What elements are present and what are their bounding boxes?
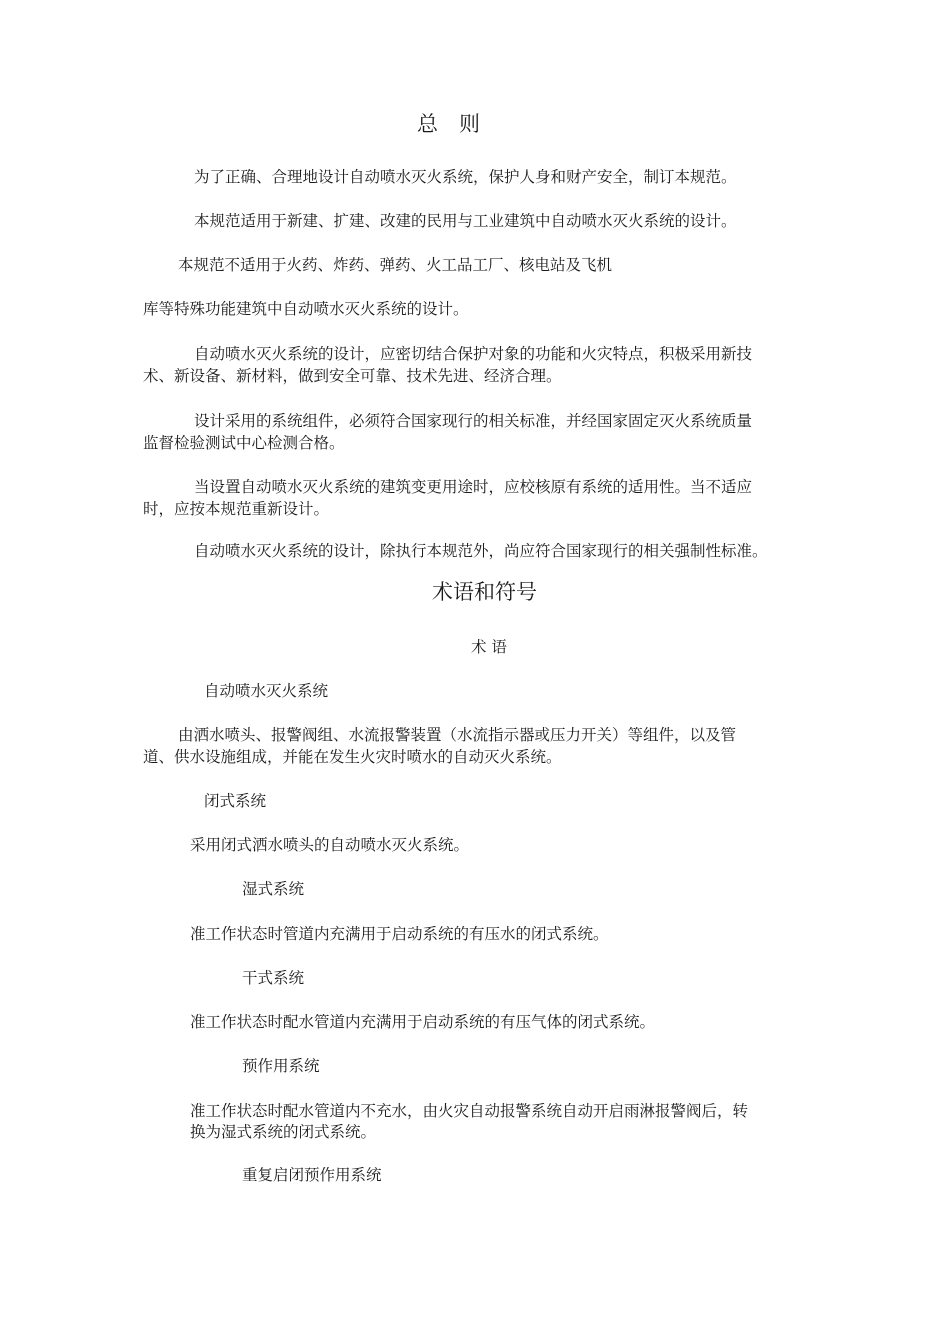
general-paragraph-4-line-2: 术、新设备、新材料，做到安全可靠、技术先进、经济合理。 — [143, 367, 562, 385]
term-name-4: 干式系统 — [242, 969, 305, 987]
general-paragraph-5-line-2: 监督检验测试中心检测合格。 — [143, 434, 345, 452]
term-name-3: 湿式系统 — [242, 880, 305, 898]
general-paragraph-2: 本规范适用于新建、扩建、改建的民用与工业建筑中自动喷水灭火系统的设计。 — [194, 212, 737, 230]
general-paragraph-7: 自动喷水灭火系统的设计，除执行本规范外，尚应符合国家现行的相关强制性标准。 — [194, 542, 768, 560]
term-definition-1-line-1: 由洒水喷头、报警阀组、水流报警装置（水流指示器或压力开关）等组件，以及管 — [178, 726, 737, 744]
general-paragraph-4-line-1: 自动喷水灭火系统的设计，应密切结合保护对象的功能和火灾特点，积极采用新技 — [194, 345, 753, 363]
term-name-5: 预作用系统 — [242, 1057, 320, 1075]
term-definition-5-line-1: 准工作状态时配水管道内不充水，由火灾自动报警系统自动开启雨淋报警阀后，转 — [190, 1102, 749, 1120]
term-definition-2: 采用闭式洒水喷头的自动喷水灭火系统。 — [190, 836, 470, 854]
term-name-2: 闭式系统 — [204, 792, 267, 810]
general-paragraph-6-line-1: 当设置自动喷水灭火系统的建筑变更用途时，应校核原有系统的适用性。当不适应 — [194, 478, 753, 496]
general-paragraph-1: 为了正确、合理地设计自动喷水灭火系统，保护人身和财产安全，制订本规范。 — [194, 168, 737, 186]
term-name-6: 重复启闭预作用系统 — [242, 1166, 382, 1184]
general-paragraph-6-line-2: 时，应按本规范重新设计。 — [143, 500, 330, 518]
general-paragraph-3-line-2: 库等特殊功能建筑中自动喷水灭火系统的设计。 — [143, 300, 469, 318]
term-name-1: 自动喷水灭火系统 — [204, 682, 329, 700]
section-title-general: 总 则 — [417, 112, 480, 136]
term-definition-4: 准工作状态时配水管道内充满用于启动系统的有压气体的闭式系统。 — [190, 1013, 656, 1031]
term-definition-3: 准工作状态时管道内充满用于启动系统的有压水的闭式系统。 — [190, 925, 609, 943]
general-paragraph-3-line-1: 本规范不适用于火药、炸药、弹药、火工品工厂、核电站及飞机 — [178, 256, 613, 274]
term-definition-1-line-2: 道、供水设施组成，并能在发生火灾时喷水的自动灭火系统。 — [143, 748, 562, 766]
section-title-terms: 术语和符号 — [432, 580, 537, 604]
general-paragraph-5-line-1: 设计采用的系统组件，必须符合国家现行的相关标准，并经国家固定灭火系统质量 — [194, 412, 753, 430]
subsection-title-terms: 术 语 — [471, 638, 507, 656]
term-definition-5-line-2: 换为湿式系统的闭式系统。 — [190, 1123, 377, 1141]
